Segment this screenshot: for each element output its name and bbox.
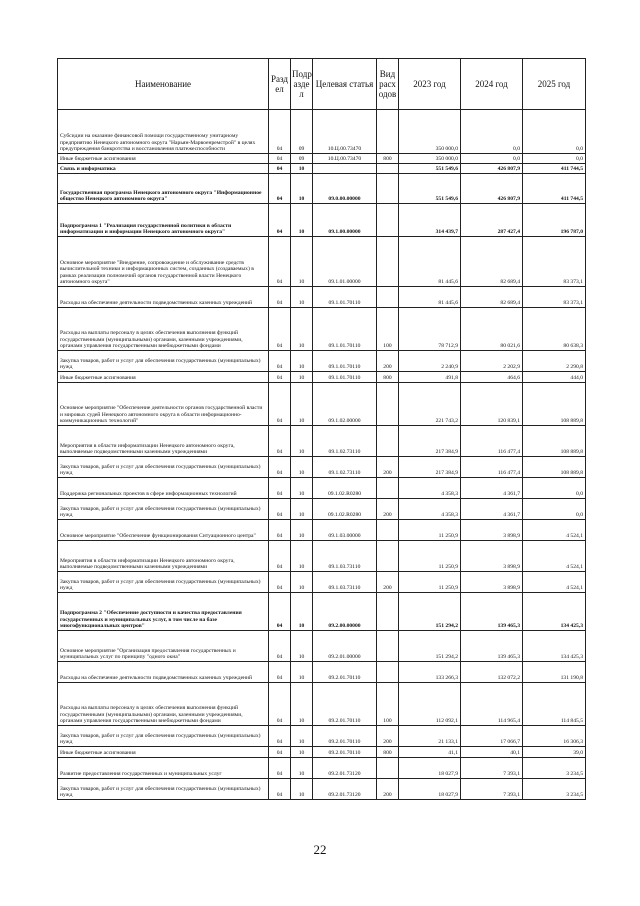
row-2023-value: 151 294,2 (399, 593, 461, 631)
row-name: Подпрограмма 1 "Реализация государственной политики в области информатизации и информации Ненецкого автономного округа" (58, 204, 269, 237)
row-name: Закупка товаров, работ и услуг для обеспечения государственных (муниципальных) нужд (58, 572, 269, 593)
col-subsection-header: Подр азде л (291, 59, 313, 110)
row-subsection: 10 (291, 758, 313, 779)
row-2023-value: 21 133,1 (399, 726, 461, 747)
row-expense-type (377, 631, 399, 662)
row-subsection: 10 (291, 204, 313, 237)
row-2024-value: 17 066,7 (461, 726, 523, 747)
row-expense-type (377, 593, 399, 631)
row-2024-value: 3 898,9 (461, 541, 523, 572)
row-2025-value: 411 744,5 (523, 164, 586, 174)
row-2023-value: 11 250,9 (399, 541, 461, 572)
col-2025-header: 2025 год (523, 59, 586, 110)
row-section: 04 (269, 174, 291, 204)
row-subsection: 10 (291, 541, 313, 572)
row-target: 09.2.01.70110 (313, 747, 377, 758)
row-2024-value: 82 689,4 (461, 237, 523, 287)
row-2025-value: 108 889,8 (523, 457, 586, 478)
row-2024-value: 120 839,1 (461, 383, 523, 426)
row-2025-value: 2 290,8 (523, 351, 586, 372)
row-section: 04 (269, 683, 291, 726)
row-subsection: 09 (291, 154, 313, 164)
row-section: 04 (269, 426, 291, 457)
row-2025-value: 196 787,0 (523, 204, 586, 237)
row-subsection: 10 (291, 478, 313, 499)
row-name: Иные бюджетные ассигнования (58, 747, 269, 758)
row-subsection: 10 (291, 726, 313, 747)
col-2024-header: 2024 год (461, 59, 523, 110)
row-subsection: 10 (291, 779, 313, 800)
row-2025-value: 114 845,5 (523, 683, 586, 726)
row-target: 09.1.02.R0280 (313, 499, 377, 520)
row-target: 10.Ц.00.73470 (313, 154, 377, 164)
row-section: 04 (269, 726, 291, 747)
row-expense-type: 800 (377, 747, 399, 758)
row-name: Закупка товаров, работ и услуг для обеспечения государственных (муниципальных) нужд (58, 726, 269, 747)
row-2023-value: 112 092,1 (399, 683, 461, 726)
row-2025-value: 108 889,8 (523, 383, 586, 426)
row-subsection: 10 (291, 372, 313, 383)
table-row (58, 308, 586, 351)
row-2024-value: 464,6 (461, 372, 523, 383)
row-subsection: 10 (291, 383, 313, 426)
row-section: 04 (269, 154, 291, 164)
row-name: Иные бюджетные ассигнования (58, 154, 269, 164)
row-2025-value: 3 234,5 (523, 779, 586, 800)
row-section: 04 (269, 593, 291, 631)
row-target: 09.1.03.00000 (313, 520, 377, 541)
row-subsection: 10 (291, 426, 313, 457)
row-2025-value: 134 425,3 (523, 631, 586, 662)
row-section: 04 (269, 520, 291, 541)
row-target: 09.1.01.70110 (313, 372, 377, 383)
row-section: 04 (269, 287, 291, 308)
row-target: 09.1.01.70110 (313, 308, 377, 351)
row-2023-value: 11 250,9 (399, 572, 461, 593)
row-subsection: 10 (291, 747, 313, 758)
row-section: 04 (269, 351, 291, 372)
row-2023-value: 81 445,6 (399, 237, 461, 287)
row-2023-value: 4 358,3 (399, 499, 461, 520)
row-2023-value: 78 712,9 (399, 308, 461, 351)
table-row (58, 383, 586, 426)
row-subsection: 09 (291, 110, 313, 154)
row-section: 04 (269, 110, 291, 154)
row-target: 09.2.01.70110 (313, 662, 377, 683)
row-2025-value: 131 190,8 (523, 662, 586, 683)
row-target: 09.1.00.00000 (313, 204, 377, 237)
table-row (58, 593, 586, 631)
row-2024-value: 3 898,9 (461, 572, 523, 593)
row-expense-type (377, 204, 399, 237)
row-2024-value: 139 465,3 (461, 593, 523, 631)
table-row (58, 499, 586, 520)
table-row (58, 726, 586, 747)
row-2025-value: 411 744,5 (523, 174, 586, 204)
col-section-header: Разд ел (269, 59, 291, 110)
row-target: 09.2.01.70110 (313, 726, 377, 747)
page-number: 22 (313, 842, 327, 857)
row-expense-type: 200 (377, 351, 399, 372)
row-expense-type: 200 (377, 572, 399, 593)
row-subsection: 10 (291, 174, 313, 204)
row-expense-type: 100 (377, 308, 399, 351)
row-2024-value: 3 898,9 (461, 520, 523, 541)
row-name: Основное мероприятие "Внедрение, сопровождение и обслуживание средств вычислительной техники и информационных систем, созданных (создаваемых) в рамках реализации полномочий органов государственной власти Ненецкого автономного округа" (58, 237, 269, 287)
row-2023-value: 18 027,9 (399, 779, 461, 800)
table-row (58, 237, 586, 287)
row-2023-value: 133 266,3 (399, 662, 461, 683)
row-target: 09.1.02.73110 (313, 457, 377, 478)
row-name: Государственная программа Ненецкого автономного округа "Информационное общество Ненецкого автономного округа" (58, 174, 269, 204)
row-2023-value: 81 445,6 (399, 287, 461, 308)
table-row (58, 779, 586, 800)
col-name-header: Наименование (58, 59, 269, 110)
row-2023-value: 221 743,2 (399, 383, 461, 426)
row-subsection: 10 (291, 499, 313, 520)
row-2025-value: 444,0 (523, 372, 586, 383)
row-target: 09.1.01.70110 (313, 287, 377, 308)
row-expense-type: 200 (377, 499, 399, 520)
row-2023-value: 551 549,6 (399, 164, 461, 174)
row-name: Закупка товаров, работ и услуг для обеспечения государственных (муниципальных) нужд (58, 499, 269, 520)
row-target: 09.2.01.00000 (313, 631, 377, 662)
row-expense-type (377, 541, 399, 572)
row-expense-type (377, 174, 399, 204)
table-row (58, 758, 586, 779)
row-expense-type (377, 662, 399, 683)
row-2024-value: 82 689,4 (461, 287, 523, 308)
row-name: Связь и информатика (58, 164, 269, 174)
row-target: 09.2.01.73120 (313, 758, 377, 779)
row-name: Расходы на выплаты персоналу в целях обеспечения выполнения функций государственными (муниципальными) органами, казенными учреждениями, органами управления государственными внебюджетными фондами (58, 308, 269, 351)
row-expense-type: 100 (377, 683, 399, 726)
row-2024-value: 116 477,4 (461, 426, 523, 457)
table-row (58, 747, 586, 758)
row-section: 04 (269, 372, 291, 383)
table-row (58, 351, 586, 372)
row-expense-type: 800 (377, 154, 399, 164)
table-row (58, 164, 586, 174)
row-expense-type (377, 383, 399, 426)
row-2025-value: 16 306,3 (523, 726, 586, 747)
table-row (58, 662, 586, 683)
row-2025-value: 3 234,5 (523, 758, 586, 779)
row-2023-value: 217 384,9 (399, 426, 461, 457)
row-2025-value: 0,0 (523, 478, 586, 499)
row-2023-value: 491,8 (399, 372, 461, 383)
row-section: 04 (269, 308, 291, 351)
row-2024-value: 7 393,1 (461, 758, 523, 779)
row-subsection: 10 (291, 593, 313, 631)
row-name: Мероприятия в области информатизации Ненецкого автономного округа, выполняемые подведомственными казенными учреждениями (58, 541, 269, 572)
row-2023-value: 350 000,0 (399, 154, 461, 164)
row-2024-value: 0,0 (461, 154, 523, 164)
row-expense-type (377, 237, 399, 287)
row-2024-value: 139 465,3 (461, 631, 523, 662)
row-name: Поддержка региональных проектов в сфере информационных технологий (58, 478, 269, 499)
row-target (313, 164, 377, 174)
row-2024-value: 7 393,1 (461, 779, 523, 800)
row-2025-value: 4 524,1 (523, 572, 586, 593)
row-2024-value: 114 965,4 (461, 683, 523, 726)
row-section: 04 (269, 499, 291, 520)
row-2023-value: 217 384,9 (399, 457, 461, 478)
row-name: Расходы на выплаты персоналу в целях обеспечения выполнения функций государственными (муниципальными) органами, казенными учреждениями, органами управления государственными внебюджетными фондами (58, 683, 269, 726)
row-subsection: 10 (291, 631, 313, 662)
row-target: 09.2.01.70110 (313, 683, 377, 726)
row-2024-value: 287 427,4 (461, 204, 523, 237)
row-2025-value: 0,0 (523, 499, 586, 520)
row-subsection: 10 (291, 457, 313, 478)
row-name: Закупка товаров, работ и услуг для обеспечения государственных (муниципальных) нужд (58, 779, 269, 800)
row-2025-value: 39,0 (523, 747, 586, 758)
table-row (58, 478, 586, 499)
row-2023-value: 2 240,9 (399, 351, 461, 372)
row-target: 09.2.00.00000 (313, 593, 377, 631)
row-subsection: 10 (291, 572, 313, 593)
row-name: Подпрограмма 2 "Обеспечение доступности и качества предоставления государственных и муниципальных услуг, в том числе на базе многофункциональных центров" (58, 593, 269, 631)
row-2023-value: 350 000,0 (399, 110, 461, 154)
row-name: Развитие предоставления государственных и муниципальных услуг (58, 758, 269, 779)
row-2024-value: 132 072,2 (461, 662, 523, 683)
row-2024-value: 426 807,9 (461, 174, 523, 204)
table-row (58, 572, 586, 593)
row-2025-value: 0,0 (523, 110, 586, 154)
row-2024-value: 426 807,9 (461, 164, 523, 174)
row-2025-value: 108 889,8 (523, 426, 586, 457)
row-name: Закупка товаров, работ и услуг для обеспечения государственных (муниципальных) нужд (58, 457, 269, 478)
table-row (58, 174, 586, 204)
row-expense-type (377, 426, 399, 457)
row-2023-value: 551 549,6 (399, 174, 461, 204)
row-subsection: 10 (291, 351, 313, 372)
row-expense-type: 200 (377, 457, 399, 478)
table-row (58, 426, 586, 457)
table-row (58, 631, 586, 662)
row-section: 04 (269, 164, 291, 174)
row-expense-type (377, 520, 399, 541)
row-name: Расходы на обеспечение деятельности подведомственных казенных учреждений (58, 662, 269, 683)
row-2025-value: 80 638,3 (523, 308, 586, 351)
table-row (58, 154, 586, 164)
row-2024-value: 4 361,7 (461, 499, 523, 520)
row-expense-type: 200 (377, 726, 399, 747)
row-target: 09.2.01.73120 (313, 779, 377, 800)
row-2023-value: 151 294,2 (399, 631, 461, 662)
col-expense-type-header: Вид расх одов (377, 59, 399, 110)
row-subsection: 10 (291, 164, 313, 174)
row-expense-type (377, 110, 399, 154)
row-target: 09.1.02.73110 (313, 426, 377, 457)
row-2025-value: 0,0 (523, 154, 586, 164)
row-expense-type (377, 164, 399, 174)
row-2023-value: 314 439,7 (399, 204, 461, 237)
row-target: 10.Ц.00.73470 (313, 110, 377, 154)
row-section: 04 (269, 572, 291, 593)
row-2023-value: 4 358,3 (399, 478, 461, 499)
row-2025-value: 83 373,1 (523, 287, 586, 308)
row-section: 04 (269, 457, 291, 478)
row-name: Расходы на обеспечение деятельности подведомственных казенных учреждений (58, 287, 269, 308)
row-section: 04 (269, 758, 291, 779)
table-row (58, 541, 586, 572)
row-subsection: 10 (291, 237, 313, 287)
budget-table (57, 58, 586, 800)
row-2025-value: 134 425,3 (523, 593, 586, 631)
row-expense-type (377, 478, 399, 499)
header-row (58, 59, 586, 110)
row-section: 04 (269, 662, 291, 683)
col-2023-header: 2023 год (399, 59, 461, 110)
row-target: 09.1.01.00000 (313, 237, 377, 287)
row-subsection: 10 (291, 662, 313, 683)
row-section: 04 (269, 383, 291, 426)
row-subsection: 10 (291, 683, 313, 726)
budget-sheet (57, 58, 585, 800)
row-expense-type: 200 (377, 779, 399, 800)
row-name: Иные бюджетные ассигнования (58, 372, 269, 383)
row-target: 09.0.00.00000 (313, 174, 377, 204)
row-2024-value: 0,0 (461, 110, 523, 154)
row-2025-value: 83 373,1 (523, 237, 586, 287)
table-row (58, 457, 586, 478)
row-subsection: 10 (291, 520, 313, 541)
row-expense-type (377, 287, 399, 308)
row-2024-value: 2 202,9 (461, 351, 523, 372)
row-2024-value: 4 361,7 (461, 478, 523, 499)
row-section: 04 (269, 478, 291, 499)
row-section: 04 (269, 779, 291, 800)
table-row (58, 520, 586, 541)
row-target: 09.1.03.73110 (313, 572, 377, 593)
row-name: Субсидии на оказание финансовой помощи государственному унитарному предприятию Ненецкого автономного округа "Нарьян-Марвоенремстрой" в целях предупреждения банкротства и восстановления платежеспособности (58, 110, 269, 154)
col-target-header: Целевая статья (313, 59, 377, 110)
row-2023-value: 11 250,9 (399, 520, 461, 541)
row-2025-value: 4 524,1 (523, 541, 586, 572)
row-name: Закупка товаров, работ и услуг для обеспечения государственных (муниципальных) нужд (58, 351, 269, 372)
row-name: Основное мероприятие "Обеспечение функционирования Ситуационного центра" (58, 520, 269, 541)
row-expense-type: 800 (377, 372, 399, 383)
row-section: 04 (269, 631, 291, 662)
row-2025-value: 4 524,1 (523, 520, 586, 541)
row-2023-value: 18 027,9 (399, 758, 461, 779)
row-name: Основное мероприятие "Обеспечение деятельности органов государственной власти и мировых судей Ненецкого автономного округа в области информационно-коммуникационных технологий" (58, 383, 269, 426)
table-row (58, 372, 586, 383)
row-2023-value: 41,1 (399, 747, 461, 758)
row-section: 04 (269, 747, 291, 758)
row-section: 04 (269, 237, 291, 287)
table-row (58, 110, 586, 154)
row-subsection: 10 (291, 287, 313, 308)
row-2024-value: 40,1 (461, 747, 523, 758)
table-row (58, 287, 586, 308)
row-2024-value: 80 021,6 (461, 308, 523, 351)
table-row (58, 204, 586, 237)
row-section: 04 (269, 541, 291, 572)
row-name: Мероприятия в области информатизации Ненецкого автономного округа, выполняемые подведомственными казенными учреждениями (58, 426, 269, 457)
row-target: 09.1.02.00000 (313, 383, 377, 426)
row-target: 09.1.01.70110 (313, 351, 377, 372)
row-subsection: 10 (291, 308, 313, 351)
row-2024-value: 116 477,4 (461, 457, 523, 478)
row-name: Основное мероприятие "Организация предоставления государственных и муниципальных услуг по принципу "одного окна" (58, 631, 269, 662)
row-expense-type (377, 758, 399, 779)
row-target: 09.1.02.R0280 (313, 478, 377, 499)
table-row (58, 683, 586, 726)
row-target: 09.1.03.73110 (313, 541, 377, 572)
table-body (58, 110, 586, 800)
row-section: 04 (269, 204, 291, 237)
